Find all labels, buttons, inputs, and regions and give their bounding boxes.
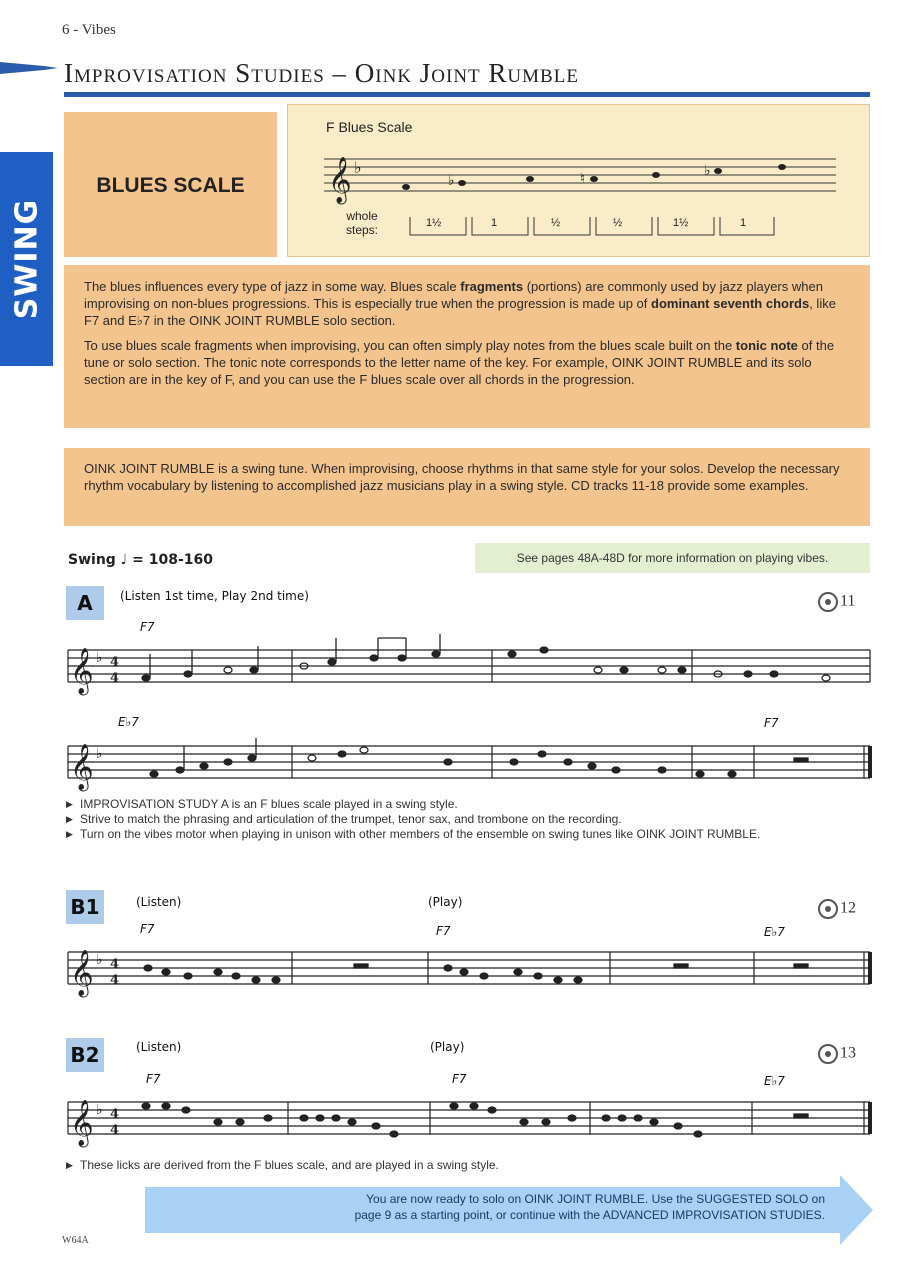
chord-symbol: E♭7: [764, 1074, 785, 1088]
section-a-instruction: (Listen 1st time, Play 2nd time): [120, 589, 309, 603]
svg-text:♭: ♭: [354, 158, 362, 177]
blues-scale-box: [287, 104, 870, 257]
blues-scale-staff: [324, 145, 844, 207]
info-paragraph-2: [84, 337, 850, 388]
play-label: (Play): [428, 895, 463, 909]
svg-text:𝄞: 𝄞: [70, 950, 94, 996]
step-2: 1: [491, 217, 498, 229]
chord-symbol: F7: [764, 716, 779, 730]
svg-text:𝄞: 𝄞: [70, 1100, 94, 1146]
svg-text:4: 4: [110, 957, 120, 972]
staff-a2: [64, 726, 874, 806]
cd-icon: [818, 1044, 838, 1064]
info-text: To use blues scale fragments when improvising, you can often simply play notes from the blues scale built on the: [84, 338, 736, 353]
info-text: of the tune or solo section. The tonic note corresponds to the letter name of the key. For example, OINK JOINT RUMBLE and its solo section are in the key of F, and you can use the F blues scale over all chords in the progression.: [84, 338, 835, 387]
cd-icon: [818, 899, 838, 919]
info-paragraph-1: [84, 278, 850, 329]
chord-symbol: E♭7: [118, 715, 139, 729]
section-b-notes: [66, 1158, 856, 1173]
svg-text:♮: ♮: [580, 171, 586, 187]
step-3: ½: [551, 217, 561, 229]
cd-track-number: 12: [840, 899, 856, 917]
step-6: 1: [740, 217, 747, 229]
svg-text:4: 4: [110, 1107, 120, 1122]
section-b2-box: B2: [66, 1038, 104, 1072]
section-b1-box: B1: [66, 890, 104, 924]
see-pages-note: See pages 48A-48D for more information on playing vibes.: [475, 543, 870, 573]
footer-code: W64A: [62, 1235, 89, 1246]
cd-track-number: 13: [840, 1044, 856, 1062]
info-bold: tonic note: [735, 338, 798, 353]
swing-note: OINK JOINT RUMBLE is a swing tune. When improvising, choose rhythms in that same style for your solos. Develop the necessary rhythm vocabulary by listening to accomplished jazz musicians play in a swing style. CD tracks 11-18 provide some examples.: [84, 461, 840, 493]
listen-label: (Listen): [136, 895, 182, 909]
swing-note-panel: [64, 448, 870, 526]
blues-scale-label-box: [64, 112, 277, 257]
cd-track-11: [818, 592, 855, 612]
play-label: (Play): [430, 1040, 465, 1054]
title-arrow-icon: [0, 58, 60, 78]
svg-text:4: 4: [110, 1123, 120, 1138]
note-item: ▶ Strive to match the phrasing and articulation of the trumpet, tenor sax, and trombone on the recording.: [66, 812, 856, 827]
blues-info-panel: [64, 265, 870, 428]
section-a-notes: [66, 797, 856, 842]
staff-b1: [64, 932, 874, 1002]
svg-text:♭: ♭: [96, 952, 103, 968]
cd-track-number: 11: [840, 592, 856, 610]
step-brackets: [408, 211, 778, 241]
svg-text:♭: ♭: [704, 163, 711, 179]
svg-text:4: 4: [110, 671, 120, 686]
page-header: 6 - Vibes: [62, 22, 116, 38]
bottom-note-line: page 9 as a starting point, or continue with the ADVANCED IMPROVISATION STUDIES.: [354, 1208, 825, 1222]
bottom-note: [150, 1191, 825, 1223]
svg-text:4: 4: [110, 973, 120, 988]
info-text: (portions) are commonly used by jazz players when improvising on non-blues progressions. This is especially true when the progression is made up of: [84, 279, 823, 311]
svg-text:♭: ♭: [96, 650, 103, 666]
info-bold: dominant seventh chords: [651, 296, 810, 311]
bottom-note-line: You are now ready to solo on OINK JOINT RUMBLE. Use the SUGGESTED SOLO on: [366, 1192, 825, 1206]
chord-symbol: F7: [436, 924, 451, 938]
blues-scale-label: BLUES SCALE: [96, 174, 245, 197]
svg-text:𝄞: 𝄞: [328, 157, 352, 203]
tempo-marking: Swing ♩ = 108-160: [68, 552, 214, 568]
svg-text:4: 4: [110, 655, 120, 670]
note-item: ▶ Turn on the vibes motor when playing in unison with other members of the ensemble on swing tunes like OINK JOINT RUMBLE.: [66, 827, 856, 842]
scale-title: F Blues Scale: [326, 119, 413, 135]
step-4: ½: [613, 217, 623, 229]
steps-word: steps:: [346, 223, 379, 237]
title-rule: [64, 92, 870, 97]
page-title: Improvisation Studies – Oink Joint Rumble: [64, 58, 579, 88]
note-item: ▶ These licks are derived from the F blues scale, and are played in a swing style.: [66, 1158, 856, 1173]
info-text: , like F7 and E♭7 in the OINK JOINT RUMBLE solo section.: [84, 296, 836, 328]
side-tab-label: SWING: [9, 198, 44, 320]
cd-track-13: [818, 1044, 856, 1064]
chord-symbol: F7: [452, 1072, 467, 1086]
chord-symbol: F7: [140, 922, 155, 936]
svg-text:♭: ♭: [448, 173, 455, 189]
listen-label: (Listen): [136, 1040, 182, 1054]
svg-text:𝄞: 𝄞: [70, 648, 94, 694]
svg-text:♭: ♭: [96, 1102, 103, 1118]
cd-track-12: [818, 899, 856, 919]
chord-symbol: E♭7: [764, 925, 785, 939]
step-5: 1½: [673, 217, 689, 229]
side-tab: [0, 152, 53, 366]
cd-icon: [818, 592, 838, 612]
staff-b2: [64, 1082, 874, 1152]
svg-text:♭: ♭: [96, 746, 103, 762]
chord-symbol: F7: [146, 1072, 161, 1086]
svg-text:𝄞: 𝄞: [70, 744, 94, 790]
whole-steps-label: [346, 209, 378, 237]
info-bold: fragments: [460, 279, 524, 294]
step-1: 1½: [426, 217, 442, 229]
whole-steps-word: whole: [346, 209, 378, 223]
section-a-box: A: [66, 586, 104, 620]
note-item: ▶ IMPROVISATION STUDY A is an F blues scale played in a swing style.: [66, 797, 856, 812]
info-text: The blues influences every type of jazz in some way. Blues scale: [84, 279, 461, 294]
staff-a1: [64, 630, 874, 710]
chord-symbol: F7: [140, 620, 155, 634]
